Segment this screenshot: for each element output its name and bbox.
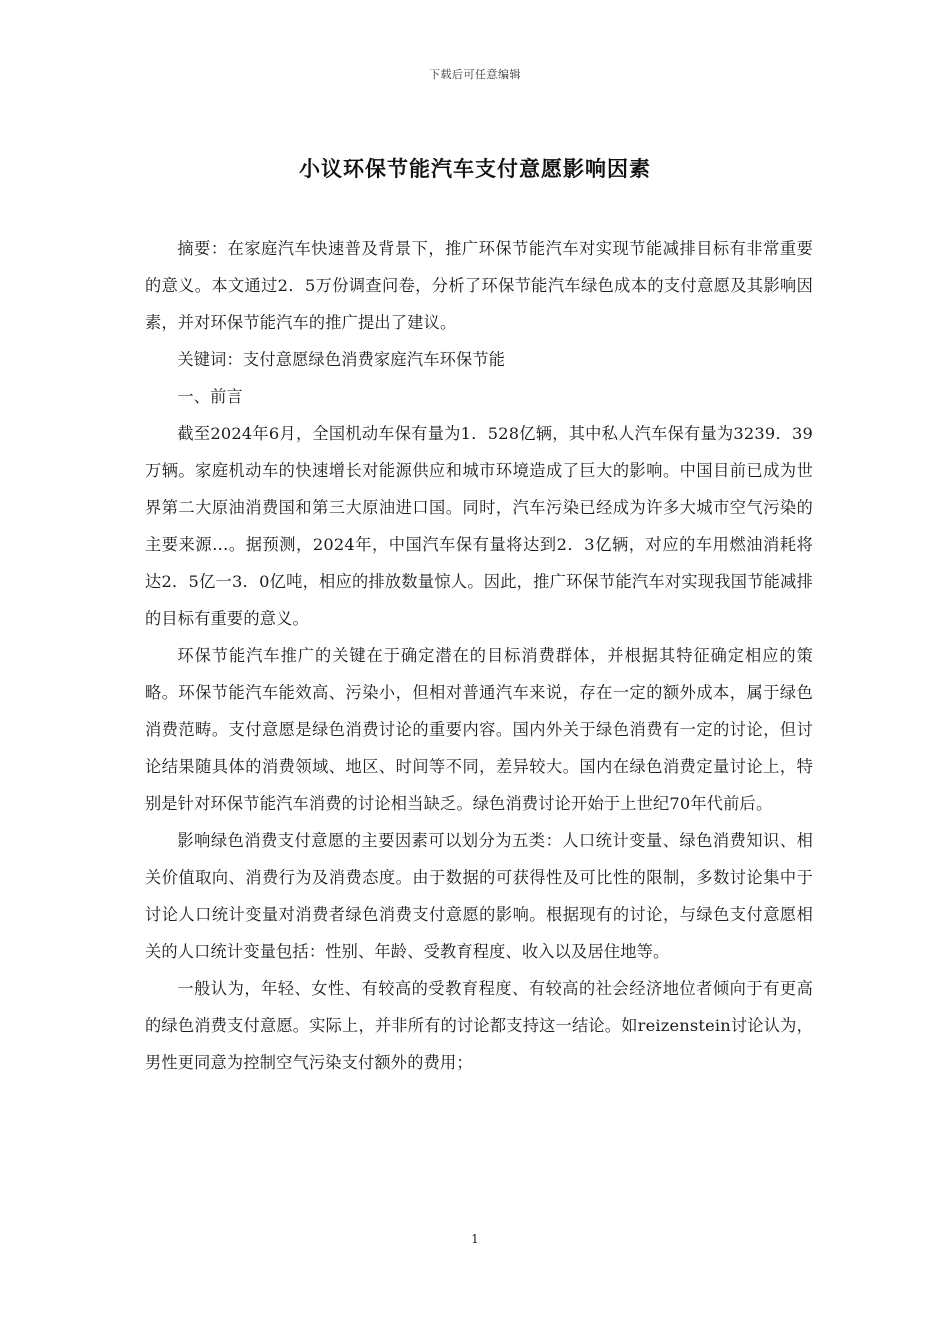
page-number: 1 — [471, 1232, 479, 1246]
body-paragraph: 一般认为，年轻、女性、有较高的受教育程度、有较高的社会经济地位者倾向于有更高的绿色消费支付意愿。实际上，并非所有的讨论都支持这一结论。如reizenstein讨论认为，男性更同意为控制空气污染支付额外的费用； — [145, 979, 813, 1072]
body-paragraph: 截至2024年6月，全国机动车保有量为1．528亿辆，其中私人汽车保有量为3239．39万辆。家庭机动车的快速增长对能源供应和城市环境造成了巨大的影响。中国目前已成为世界第二大原油消费国和第三大原油进口国。同时，汽车污染已经成为许多大城市空气污染的主要来源…。据预测，2024年，中国汽车保有量将达到2．3亿辆，对应的车用燃油消耗将达2．5亿一3．0亿吨，相应的排放数量惊人。因此，推广环保节能汽车对实现我国节能减排的目标有重要的意义。 — [145, 424, 813, 628]
keywords-paragraph: 关键词：支付意愿绿色消费家庭汽车环保节能 — [177, 350, 506, 369]
header-note: 下载后可任意编辑 — [429, 68, 521, 81]
body-paragraph: 影响绿色消费支付意愿的主要因素可以划分为五类：人口统计变量、绿色消费知识、相关价值取向、消费行为及消费态度。由于数据的可获得性及可比性的限制，多数讨论集中于讨论人口统计变量对消费者绿色消费支付意愿的影响。根据现有的讨论，与绿色支付意愿相关的人口统计变量包括：性别、年龄、受教育程度、收入以及居住地等。 — [145, 831, 813, 961]
document-title: 小议环保节能汽车支付意愿影响因素 — [299, 156, 651, 181]
body-paragraph: 环保节能汽车推广的关键在于确定潜在的目标消费群体，并根据其特征确定相应的策略。环保节能汽车能效高、污染小，但相对普通汽车来说，存在一定的额外成本，属于绿色消费范畴。支付意愿是绿色消费讨论的重要内容。国内外关于绿色消费有一定的讨论，但讨论结果随具体的消费领域、地区、时间等不同，差异较大。国内在绿色消费定量讨论上，特别是针对环保节能汽车消费的讨论相当缺乏。绿色消费讨论开始于上世纪70年代前后。 — [145, 646, 813, 813]
abstract-paragraph: 摘要：在家庭汽车快速普及背景下，推广环保节能汽车对实现节能减排目标有非常重要的意义。本文通过2．5万份调查问卷，分析了环保节能汽车绿色成本的支付意愿及其影响因素，并对环保节能汽车的推广提出了建议。 — [145, 239, 813, 332]
section-heading-preface: 一、前言 — [177, 387, 243, 406]
document-body — [145, 230, 813, 1081]
